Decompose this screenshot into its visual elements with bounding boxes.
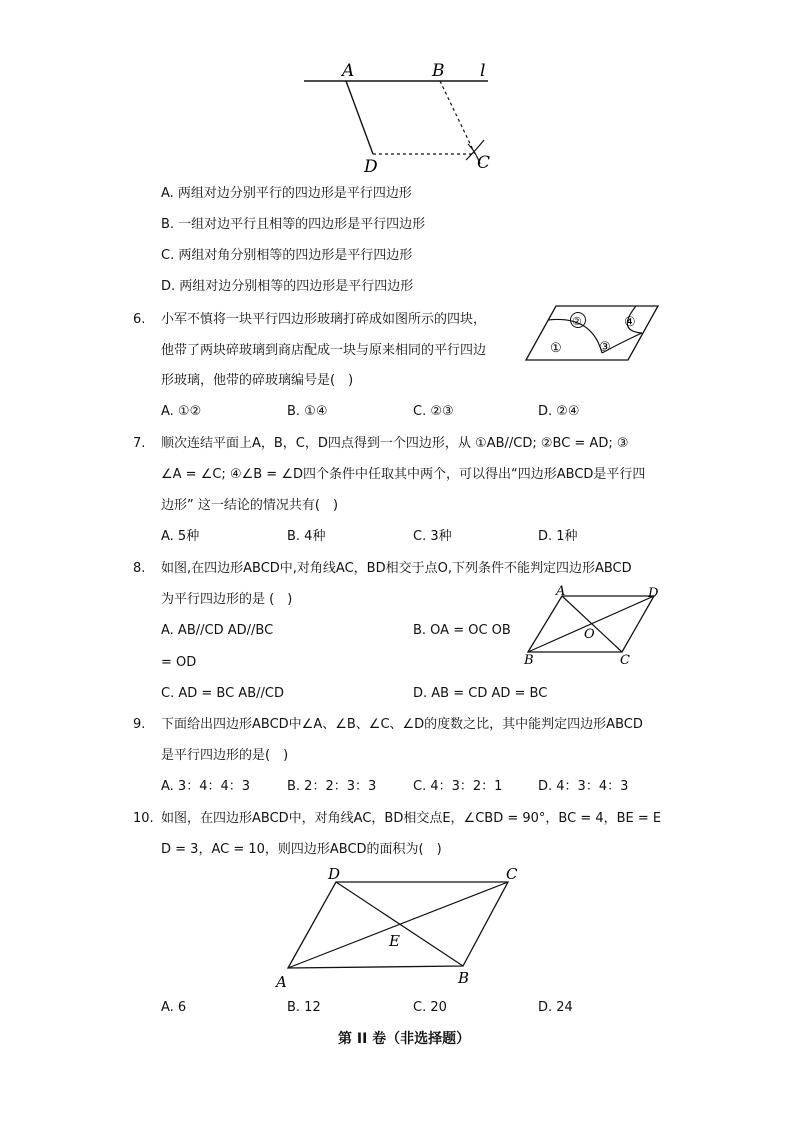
- q10-quadrilateral-figure: [270, 862, 530, 994]
- label-B: B: [432, 61, 445, 81]
- q7-option-b: B. 4种: [287, 529, 326, 544]
- section-title: 第 II 卷（非选择题）: [338, 1031, 471, 1047]
- q5-option-c: C. 两组对角分别相等的四边形是平行四边形: [161, 248, 413, 263]
- q10-option-c: C. 20: [413, 1000, 447, 1015]
- q8-option-d: D. AB = CD AD = BC: [413, 686, 548, 701]
- q5-option-b: B. 一组对边平行且相等的四边形是平行四边形: [161, 217, 426, 232]
- segment-BC-dashed: [440, 81, 475, 154]
- q6-number: 6.: [133, 312, 146, 327]
- q8-option-c: C. AD = BC AB//CD: [161, 686, 284, 701]
- label-C: C: [620, 653, 630, 668]
- q7-option-c: C. 3种: [413, 529, 452, 544]
- piece-1: ①: [550, 341, 562, 356]
- label-D: D: [364, 157, 378, 176]
- piece-4: ④: [624, 315, 636, 330]
- q7-option-d: D. 1种: [538, 529, 578, 544]
- q6-option-c: C. ②③: [413, 404, 454, 419]
- q6-option-b: B. ①④: [287, 404, 328, 419]
- diagonal-BD: [528, 596, 654, 652]
- q6-text-2: 他带了两块碎玻璃到商店配成一块与原来相同的平行四边: [161, 343, 487, 358]
- q6-text-1: 小军不慎将一块平行四边形玻璃打碎成如图所示的四块，: [161, 312, 487, 327]
- q10-option-d: D. 24: [538, 1000, 573, 1015]
- q10-text-2: D = 3，AC = 10，则四边形ABCD的面积为( ): [161, 842, 442, 857]
- label-C: C: [506, 865, 518, 883]
- label-l: l: [480, 61, 486, 81]
- q5-option-a: A. 两组对边分别平行的四边形是平行四边形: [161, 186, 412, 201]
- q6-text-3: 形玻璃，他带的碎玻璃编号是( ): [161, 373, 354, 388]
- q9-option-d: D. 4：3：4：3: [538, 779, 629, 794]
- q5-construction-figure: [290, 56, 510, 176]
- label-B: B: [524, 653, 534, 668]
- q9-number: 9.: [133, 717, 146, 732]
- label-A: A: [276, 973, 287, 991]
- label-A: A: [342, 61, 355, 81]
- q10-option-b: B. 12: [287, 1000, 321, 1015]
- piece-3: ③: [599, 340, 611, 355]
- q7-text-1: 顺次连结平面上A，B，C，D四点得到一个四边形，从 ①AB//CD; ②BC = AD; ③: [161, 436, 629, 451]
- q8-option-b: B. OA = OC OB: [413, 623, 511, 638]
- q8-number: 8.: [133, 561, 146, 576]
- q8-text-1: 如图,在四边形ABCD中,对角线AC，BD相交于点O,下列条件不能判定四边形ABCD: [161, 561, 632, 576]
- q6-broken-glass-figure: [524, 303, 660, 363]
- q9-option-b: B. 2：2：3：3: [287, 779, 377, 794]
- label-B: B: [458, 969, 470, 987]
- q10-text-1: 如图，在四边形ABCD中，对角线AC，BD相交点E，∠CBD = 90°，BC = 4，BE = E: [161, 811, 662, 826]
- q8-parallelogram-figure: [520, 584, 666, 670]
- piece-2: ②: [572, 315, 582, 328]
- diagonal-BD: [336, 882, 463, 966]
- q6-option-a: A. ①②: [161, 404, 202, 419]
- q8-option-a: A. AB//CD AD//BC: [161, 623, 274, 638]
- q5-option-d: D. 两组对边分别相等的四边形是平行四边形: [161, 279, 414, 294]
- label-C: C: [477, 153, 491, 173]
- q9-text-2: 是平行四边形的是( ): [161, 748, 289, 763]
- label-D: D: [648, 586, 659, 601]
- q10-option-a: A. 6: [161, 1000, 187, 1015]
- label-O: O: [584, 627, 595, 642]
- q9-text-1: 下面给出四边形ABCD中∠A、∠B、∠C、∠D的度数之比，其中能判定四边形ABCD: [161, 717, 643, 732]
- label-A: A: [556, 584, 566, 599]
- q6-option-d: D. ②④: [538, 404, 580, 419]
- diagonal-AC: [288, 882, 508, 968]
- segment-AD: [346, 81, 373, 154]
- label-E: E: [389, 932, 400, 950]
- q9-option-a: A. 3：4：4：3: [161, 779, 251, 794]
- q7-number: 7.: [133, 436, 146, 451]
- q8-text-2: 为平行四边形的是 ( ): [161, 592, 293, 607]
- q9-option-c: C. 4：3：2：1: [413, 779, 503, 794]
- label-D: D: [328, 865, 341, 883]
- q8-option-a-cont: = OD: [161, 655, 197, 670]
- q7-text-3: 边形” 这一结论的情况共有( ): [161, 498, 339, 513]
- q7-text-2: ∠A = ∠C; ④∠B = ∠D四个条件中任取其中两个，可以得出“四边形ABCD是平行四: [161, 467, 646, 482]
- q10-number: 10.: [133, 811, 154, 826]
- q7-option-a: A. 5种: [161, 529, 200, 544]
